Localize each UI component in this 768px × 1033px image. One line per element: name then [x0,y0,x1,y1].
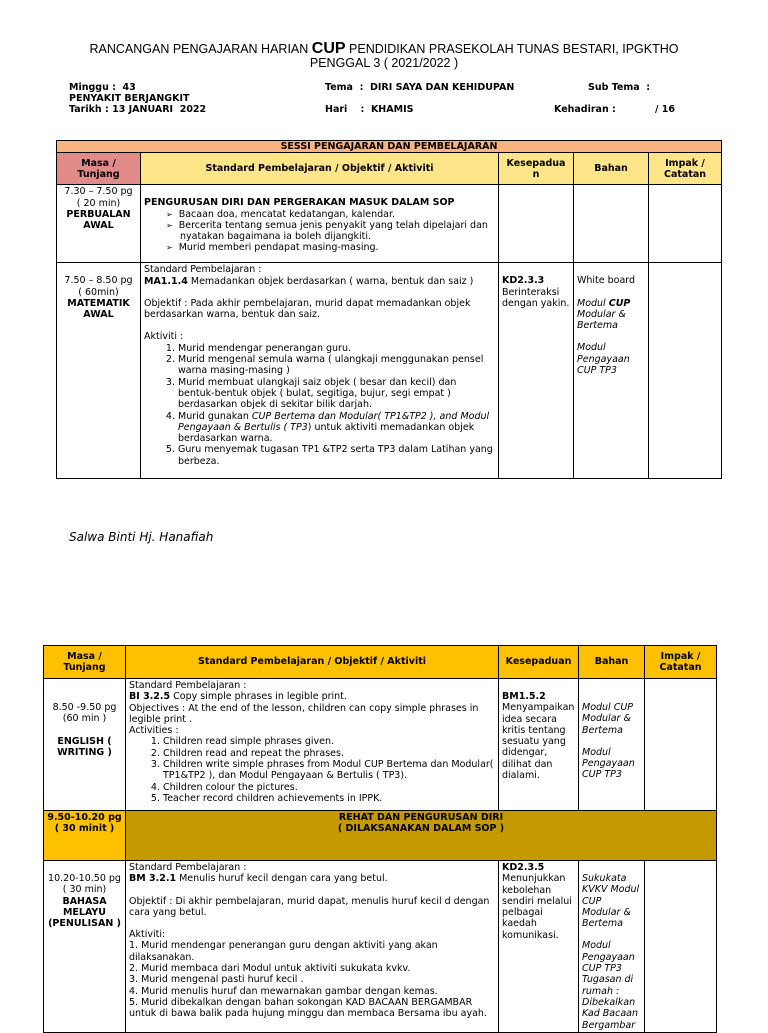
header-impak: Impak / Catatan [645,646,717,679]
bahan-cell: Sukukata KVKV Modul CUP Modular & Bertema Modul Pengayaan CUP TP3 Tugasan di rumah : Dibekalkan Kad Bacaan Bergambar [579,861,645,1033]
activity-cell: Standard Pembelajaran : MA1.1.4 Memadankan objek berdasarkan ( warna, bentuk dan saiz ) Objektif : Pada akhir pembelajaran, murid dapat memadankan objek berdasarkan warna, bentuk dan saiz. Aktiviti : 1. Murid mendengar penerangan guru. 2. Murid mengenal semula warna ( ulangkaji menggunakan pensel warna masing-masing ) 3. Murid membuat ulangkaji saiz objek ( besar dan kecil) dan bentuk-bentuk objek ( bulat, segitiga, bujur, segi empat ) berdasarkan objek di sekitar bilik darjah. 4. Murid gunakan CUP Bertema dan Modular( TP1&TP2 ), and Modul Pengayaan & Bertulis ( TP3) untuk aktiviti memadankan objek berdasarkan warna. 5. Guru menyemak tugasan TP1 &TP2 serta TP3 dalam Latihan yang berbeza. [141,263,499,479]
table-row [44,679,717,811]
header-masa: Masa / Tunjang [44,646,126,679]
header-impak: Impak / Catatan [649,153,722,185]
tarikh: Tarikh : 13 JANUARI 2022 [69,104,207,115]
header-kesepadua: Kesepadua n [499,153,574,185]
lesson-table-2 [43,645,717,1033]
bahan-cell: White board Modul CUP Modular & Bertema Modul Pengayaan CUP TP3 [574,263,649,479]
table-row [57,263,722,479]
kesepaduan-cell: KD2.3.3 Berinteraksi dengan yakin. [499,263,574,479]
teacher-signature: Salwa Binti Hj. Hanafiah [69,530,214,544]
header-bahan: Bahan [579,646,645,679]
activity-cell: PENGURUSAN DIRI DAN PERGERAKAN MASUK DALAM SOP ➢ Bacaan doa, mencatat kedatangan, kalendar. ➢ Bercerita tentang semua jenis penyakit yang telah dipelajari dan nyatakan bagaimana ia boleh dijangkiti. ➢ Murid memberi pendapat masing-masing. [141,185,499,263]
lesson-table-1 [56,140,722,479]
masa-cell: 7.50 – 8.50 pg ( 60min) MATEMATIK AWAL [57,263,141,479]
header-bahan: Bahan [574,153,649,185]
minggu: Minggu : 43 [69,82,136,93]
header-standard: Standard Pembelajaran / Objektif / Aktiviti [141,153,499,185]
tema: Tema : DIRI SAYA DAN KEHIDUPAN [325,82,515,93]
bahan-cell: Modul CUP Modular & Bertema Modul Pengayaan CUP TP3 [579,679,645,811]
header-masa: Masa / Tunjang [57,153,141,185]
masa-cell: 8.50 -9.50 pg (60 min ) ENGLISH ( WRITING ) [44,679,126,811]
masa-cell: 7.30 – 7.50 pg ( 20 min) PERBUALAN AWAL [57,185,141,263]
header-standard: Standard Pembelajaran / Objektif / Aktiviti [126,646,499,679]
table-row [44,861,717,1033]
rehat-cell: REHAT DAN PENGURUSAN DIRI ( DILAKSANAKAN DALAM SOP ) [126,811,717,861]
masa-cell: 9.50-10.20 pg ( 30 minit ) [44,811,126,861]
kesepaduan-cell: KD2.3.5 Menunjukkan kebolehan sendiri melalui pelbagai kaedah komunikasi. [499,861,579,1033]
page-title: RANCANGAN PENGAJARAN HARIAN CUP PENDIDIKAN PRASEKOLAH TUNAS BESTARI, IPGKTHO PENGGAL 3 ( 2021/2022 ) [89,40,679,70]
sub-tema: Sub Tema : [588,82,651,93]
table-row [44,811,717,861]
activity-cell: Standard Pembelajaran : BI 3.2.5 Copy simple phrases in legible print. Objectives : At the end of the lesson, children can copy simple phrases in legible print . Activities : 1. Children read simple phrases given. 2. Children read and repeat the phrases. 3. Children write simple phrases from Modul CUP Bertema dan Modular( TP1&TP2 ), dan Modul Pengayaan & Bertulis ( TP3). 4. Children colour the pictures. 5. Teacher record children achievements in IPPK. [126,679,499,811]
kehadiran-value: / 16 [655,104,675,115]
session-header: SESSI PENGAJARAN DAN PEMBELAJARAN [57,141,722,153]
masa-cell: 10.20-10.50 pg ( 30 min) BAHASA MELAYU (PENULISAN ) [44,861,126,1033]
activity-cell: Standard Pembelajaran : BM 3.2.1 Menulis huruf kecil dengan cara yang betul. Objektif : Di akhir pembelajaran, murid dapat, menulis huruf kecil d dengan cara yang betul. Aktiviti: 1. Murid mendengar penerangan guru dengan aktiviti yang akan dilaksanakan. 2. Murid membaca dari Modul untuk aktiviti sukukata kvkv. 3. Murid mengenal pasti huruf kecil . 4. Murid menulis huruf dan mewarnakan gambar dengan kemas. 5. Murid dibekalkan dengan bahan sokongan KAD BACAAN BERGAMBAR untuk di bawa balik pada hujung minggu dan membaca Bersama ibu ayah. [126,861,499,1033]
header-kesepaduan: Kesepaduan [499,646,579,679]
kehadiran: Kehadiran : [554,104,616,115]
hari: Hari : KHAMIS [325,104,414,115]
table-row [57,185,722,263]
penyakit: PENYAKIT BERJANGKIT [69,93,190,104]
kesepaduan-cell: BM1.5.2 Menyampaikan idea secara kritis tentang sesuatu yang didengar, dilihat dan dialami. [499,679,579,811]
